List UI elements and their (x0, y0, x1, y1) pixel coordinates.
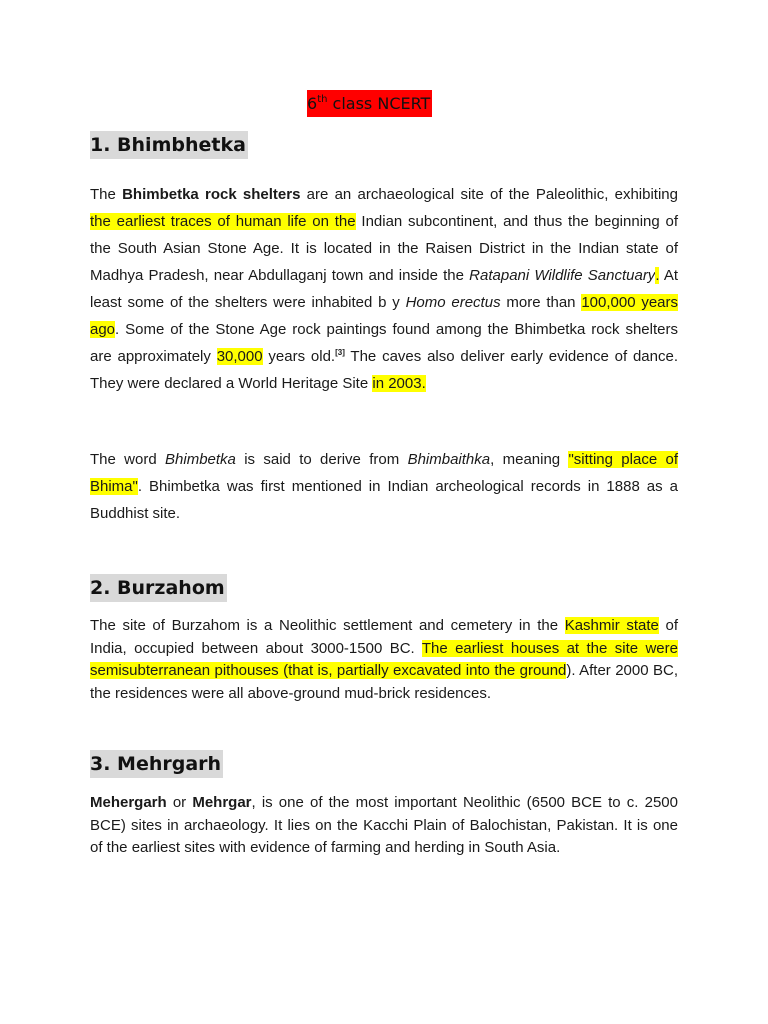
paragraph-burzahom (90, 615, 678, 705)
title-text: class NCERT (327, 94, 431, 113)
text-run: , meaning (490, 451, 569, 468)
highlight-period: . (655, 267, 660, 284)
text-run: or (166, 794, 193, 811)
text-run: The word (90, 451, 166, 468)
text-run: is said to derive from (235, 451, 408, 468)
bold-term-mehergarh: Mehergarh (90, 794, 167, 811)
highlight-30000: 30,000 (216, 348, 263, 365)
text-run: are an archaeological site of the Paleolithic, exhibiting (300, 186, 678, 203)
text-run: . Some of the Stone Age rock paintings found among the Bhimbetka rock shelters are approximately (90, 321, 678, 365)
highlight-sitting-place-of-bhima: "sitting place of Bhima" (90, 451, 678, 495)
text-run: Indian subcontinent, and thus the beginning of the South Asian Stone Age. It is located in the Raisen District in the Indian state of Madhya Pradesh, near Abdullaganj town and inside the (90, 213, 679, 284)
heading-mehrgarh: 3. Mehrgarh (90, 750, 223, 778)
text-run: more than (500, 294, 582, 311)
text-run: , is one of the most important Neolithic (6500 BCE to c. 2500 BCE) sites in archaeology. It lies on the Kacchi Plain of Balochistan, Pakistan. It is one of the earliest sites with evidence of farming and herding in South Asia. (90, 794, 678, 856)
paragraph-bhimbhetka-intro (90, 181, 678, 397)
highlight-100000-years: 100,000 years ago (90, 294, 679, 338)
title-number: 6 (307, 94, 318, 113)
heading-bhimbhetka: 1. Bhimbhetka (90, 131, 248, 159)
text-run: At least some of the shelters were inhabited b y (90, 267, 679, 311)
highlight-earliest-houses: The earliest houses at the site were semisubterranean pithouses (that is, partially excavated into the ground (90, 639, 678, 679)
highlight-in-2003: in 2003. (372, 375, 426, 392)
text-run: of India, occupied between about 3000-1500 BC. (90, 617, 678, 657)
text-run: The caves also deliver early evidence of dance. They were declared a World Heritage Site (90, 348, 678, 392)
paragraph-mehrgarh (90, 792, 678, 860)
bold-term-bhimbetka-rock-shelters: Bhimbetka rock shelters (122, 186, 301, 203)
italic-bhimbaithka: Bhimbaithka (407, 451, 491, 468)
italic-homo-erectus: Homo erectus (405, 294, 501, 311)
text-run: The (90, 186, 123, 203)
highlight-earliest-traces: the earliest traces of human life on the (90, 213, 356, 230)
paragraph-bhimbhetka-etymology (90, 446, 678, 527)
text-run: ). After 2000 BC, the residences were all above-ground mud-brick residences. (90, 662, 678, 702)
italic-bhimbetka: Bhimbetka (165, 451, 236, 468)
title-ordinal-suffix: th (317, 94, 328, 105)
bold-term-mehrgar: Mehrgar (192, 794, 252, 811)
citation-marker: [3] (335, 348, 345, 357)
document-title (307, 90, 432, 117)
text-run: years old. (262, 348, 336, 365)
text-run: . Bhimbetka was first mentioned in Indian archeological records in 1888 as a Buddhist site. (90, 478, 678, 522)
highlight-kashmir-state: Kashmir state (564, 617, 659, 634)
heading-burzahom: 2. Burzahom (90, 574, 227, 602)
italic-ratapani-sanctuary: Ratapani Wildlife Sanctuary (469, 267, 656, 284)
text-run: The site of Burzahom is a Neolithic settlement and cemetery in the (90, 617, 565, 634)
